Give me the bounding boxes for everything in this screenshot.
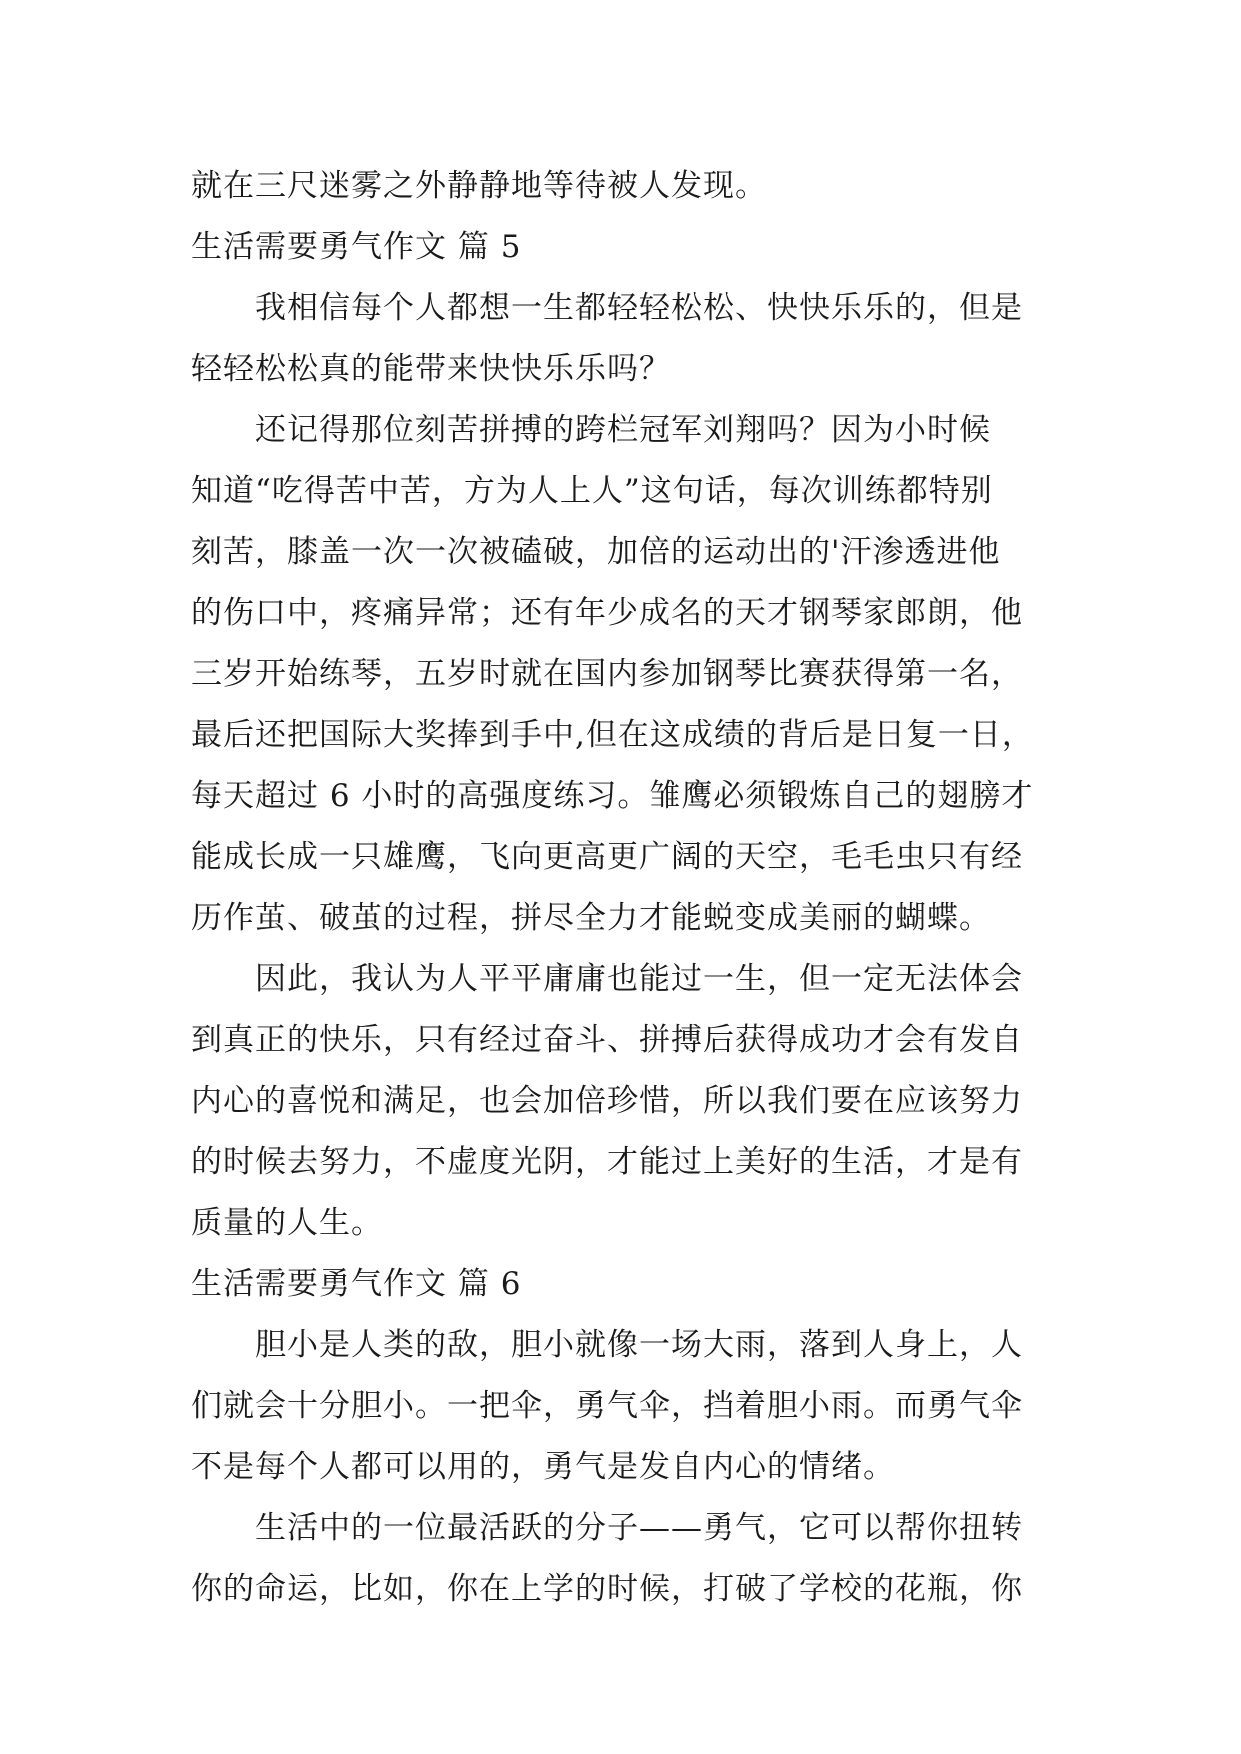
text-line: 们就会十分胆小。一把伞，勇气伞，挡着胆小雨。而勇气伞 [191, 1388, 1023, 1424]
text-line: 的时候去努力，不虚度光阴，才能过上美好的生活，才是有 [191, 1144, 1023, 1180]
text-line: 历作茧、破茧的过程，拼尽全力才能蜕变成美丽的蝴蝶。 [191, 900, 991, 936]
text-line: 不是每个人都可以用的，勇气是发自内心的情绪。 [191, 1449, 895, 1485]
text-line: 三岁开始练琴，五岁时就在国内参加钢琴比赛获得第一名， [191, 656, 1023, 692]
text-line: 你的命运，比如，你在上学的时候，打破了学校的花瓶，你 [191, 1571, 1023, 1607]
text-line: 轻轻松松真的能带来快快乐乐吗？ [191, 351, 671, 387]
text-line: 每天超过 6 小时的高强度练习。雏鹰必须锻炼自己的翅膀才 [191, 778, 1034, 814]
text-line: 最后还把国际大奖捧到手中,但在这成绩的背后是日复一日， [191, 717, 1034, 753]
text-line: 知道“吃得苦中苦，方为人上人”这句话，每次训练都特别 [191, 473, 993, 509]
text-line: 到真正的快乐，只有经过奋斗、拼搏后获得成功才会有发自 [191, 1022, 1023, 1058]
text-line: 我相信每个人都想一生都轻轻松松、快快乐乐的，但是 [255, 290, 1023, 326]
text-line: 就在三尺迷雾之外静静地等待被人发现。 [191, 168, 767, 204]
text-line: 质量的人生。 [191, 1205, 383, 1241]
section-heading: 生活需要勇气作文 篇 5 [191, 229, 522, 265]
text-line: 内心的喜悦和满足，也会加倍珍惜，所以我们要在应该努力 [191, 1083, 1023, 1119]
text-line: 能成长成一只雄鹰，飞向更高更广阔的天空，毛毛虫只有经 [191, 839, 1023, 875]
text-line: 胆小是人类的敌，胆小就像一场大雨，落到人身上，人 [255, 1327, 1023, 1363]
text-line: 的伤口中，疼痛异常；还有年少成名的天才钢琴家郎朗，他 [191, 595, 1023, 631]
section-heading: 生活需要勇气作文 篇 6 [191, 1266, 522, 1302]
text-line: 还记得那位刻苦拼搏的跨栏冠军刘翔吗？因为小时候 [255, 412, 991, 448]
text-line: 刻苦，膝盖一次一次被磕破，加倍的运动出的'汗渗透进他 [191, 534, 1001, 570]
text-line: 因此，我认为人平平庸庸也能过一生，但一定无法体会 [255, 961, 1023, 997]
text-line: 生活中的一位最活跃的分子——勇气，它可以帮你扭转 [255, 1510, 1023, 1546]
